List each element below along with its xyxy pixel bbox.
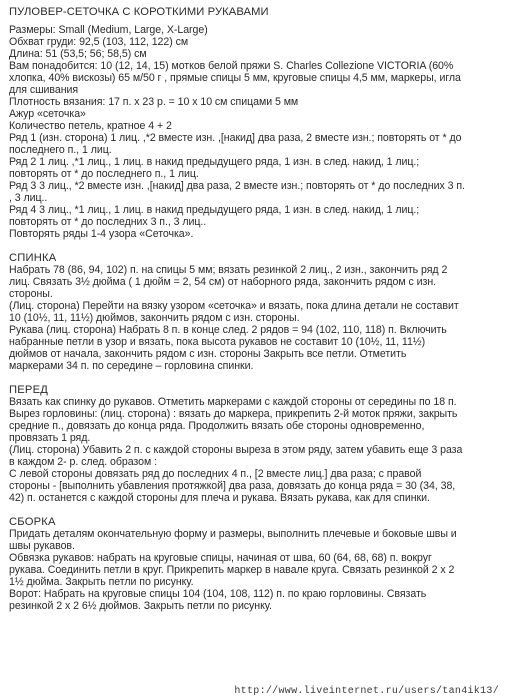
row-3-line: Ряд 3 3 лиц., *2 вместе изн. ,[накид] два раза, 2 вместе изн.; повторять от * до последних 3 п.	[9, 180, 465, 192]
sizes-line: Размеры: Small (Medium, Large, X-Large)	[9, 24, 208, 36]
materials-line: для сшивания	[9, 84, 79, 96]
paragraph-line: швы рукавов.	[9, 540, 75, 552]
paragraph-line: маркерами 34 п. по середине – горловина спинки.	[9, 360, 254, 372]
front-heading: ПЕРЕД	[9, 384, 49, 396]
row-4-line: повторять от * до последних 3 п., 3 лиц..	[9, 216, 207, 228]
paragraph-line: Придать деталям окончательную форму и размеры, выполнить плечевые и боковые швы и	[9, 528, 457, 540]
paragraph-line: лиц. Связать 3½ дюйма ( 1 дюйм = 2, 54 см) от наборного ряда, закончить рядом с изн.	[9, 276, 437, 288]
paragraph-line: в каждом 2- р. след. образом :	[9, 456, 157, 468]
paragraph-line: рукава. Соединить петли в круг. Прикрепить маркер в навале круга. Связать резинкой 2 х 2	[9, 564, 455, 576]
row-2-line: повторять от * до последнего п., 1 лиц.	[9, 168, 199, 180]
spacer	[9, 240, 499, 252]
back-heading: СПИНКА	[9, 252, 57, 264]
paragraph-line: средние п., довязать до конца ряда. Продолжить вязать обе стороны одновременно,	[9, 420, 425, 432]
paragraph-line: Набрать 78 (86, 94, 102) п. на спицы 5 мм; вязать резинкой 2 лиц., 2 изн., закончить ряд 2	[9, 264, 448, 276]
document-page	[9, 6, 499, 699]
paragraph-line: 42) п. останется с каждой стороны для плеча и рукава. Вязать рукава, как для спинки.	[9, 492, 430, 504]
paragraph-line: набранные петли в узор и вязать, пока высота рукавов не составит 10 (10½, 11, 11½)	[9, 336, 426, 348]
length-line: Длина: 51 (53,5; 56; 58,5) см	[9, 48, 147, 60]
spacer	[9, 372, 499, 384]
stitch-multiple-line: Количество петель, кратное 4 + 2	[9, 120, 172, 132]
paragraph-line: 10 (10½, 11, 11½) дюймов, закончить рядом с изн. стороны.	[9, 312, 300, 324]
watermark-url: http://www.liveinternet.ru/users/tan4ik13/	[234, 686, 499, 697]
paragraph-line: Вязать как спинку до рукавов. Отметить маркерами с каждой стороны от середины по 18 п.	[9, 396, 457, 408]
row-2-line: Ряд 2 1 лиц. ,*1 лиц., 1 лиц. в накид предыдущего ряда, 1 изн. в след. накид, 1 лиц.;	[9, 156, 420, 168]
paragraph-line: стороны.	[9, 288, 53, 300]
row-4-line: Ряд 4 3 лиц., *1 лиц., 1 лиц. в накид предыдущего ряда, 1 изн. в след. накид, 1 лиц.;	[9, 204, 420, 216]
paragraph-line: (Лиц. сторона) Убавить 2 п. с каждой стороны выреза в этом ряду, затем убавить еще 3 раза	[9, 444, 463, 456]
paragraph-line: 1½ дюйма. Закрыть петли по рисунку.	[9, 576, 194, 588]
paragraph-line: С левой стороны довязать ряд до последних 4 п., [2 вместе лиц.] два раза; с правой	[9, 468, 422, 480]
paragraph-line: Ворот: Набрать на круговые спицы 104 (104, 108, 112) п. по краю горловины. Связать	[9, 588, 427, 600]
repeat-line: Повторять ряды 1-4 узора «Сеточка».	[9, 228, 194, 240]
assembly-heading: СБОРКА	[9, 516, 56, 528]
document-title: ПУЛОВЕР-СЕТОЧКА С КОРОТКИМИ РУКАВАМИ	[9, 6, 269, 18]
paragraph-line: (Лиц. сторона) Перейти на вязку узором «сеточка» и вязать, пока длина детали не составит	[9, 300, 459, 312]
row-1-line: Ряд 1 (изн. сторона) 1 лиц. ,*2 вместе изн. ,[накид] два раза, 2 вместе изн.; повторять от * до	[9, 132, 462, 144]
paragraph-line: резинкой 2 х 2 6½ дюймов. Закрыть петли по рисунку.	[9, 600, 272, 612]
materials-line: Вам понадобится: 10 (12, 14, 15) мотков белой пряжи S. Charles Collezione VICTORIA (60%	[9, 60, 454, 72]
pattern-name-line: Ажур «сеточка»	[9, 108, 86, 120]
assembly-section	[9, 516, 499, 612]
paragraph-line: стороны - [выполнить убавления протяжкой] два раза, довязать до конца ряда = 30 (34, 38,	[9, 480, 456, 492]
intro-section	[9, 24, 499, 240]
row-3-line: , 3 лиц..	[9, 192, 48, 204]
paragraph-line: Вырез горловины: (лиц. сторона) : вязать до маркера, прикрепить 2-й моток пряжи, закрыть	[9, 408, 458, 420]
paragraph-line: Обвязка рукавов: набрать на круговые спицы, начиная от шва, 60 (64, 68, 68) п. вокруг	[9, 552, 432, 564]
front-section	[9, 384, 499, 504]
materials-line: хлопка, 40% вискозы) 65 м/50 г , прямые спицы 5 мм, круговые спицы 4,5 мм, маркеры, игла	[9, 72, 461, 84]
gauge-line: Плотность вязания: 17 п. х 23 р. = 10 х 10 см спицами 5 мм	[9, 96, 299, 108]
paragraph-line: Рукава (лиц. сторона) Набрать 8 п. в конце след. 2 рядов = 94 (102, 110, 118) п. Включить	[9, 324, 447, 336]
paragraph-line: провязать 1 ряд.	[9, 432, 91, 444]
paragraph-line: дюймов от начала, закончить рядом с изн. стороны Закрыть все петли. Отметить	[9, 348, 407, 360]
bust-line: Обхват груди: 92,5 (103, 112, 122) см	[9, 36, 189, 48]
row-1-line: последнего п., 1 лиц.	[9, 144, 112, 156]
back-section	[9, 252, 499, 372]
spacer	[9, 504, 499, 516]
